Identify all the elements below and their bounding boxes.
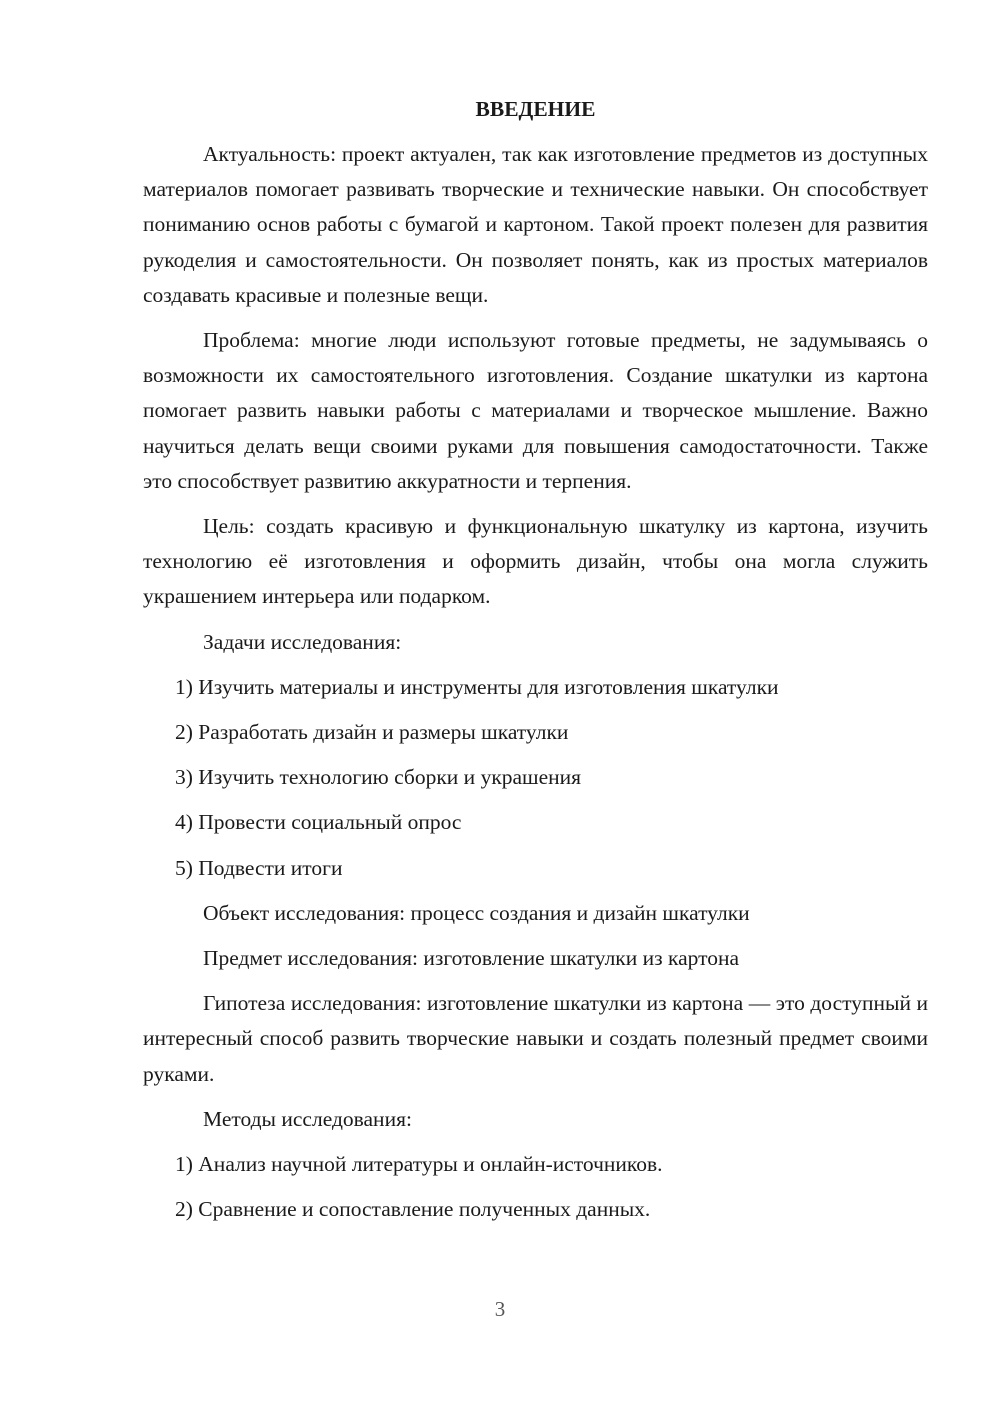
method-item: 1) Анализ научной литературы и онлайн-источников. <box>175 1152 663 1177</box>
method-item: 2) Сравнение и сопоставление полученных данных. <box>175 1197 651 1222</box>
task-item: 2) Разработать дизайн и размеры шкатулки <box>175 720 569 745</box>
methods-heading: Методы исследования: <box>203 1106 412 1131</box>
section-title: ВВЕДЕНИЕ <box>475 97 596 121</box>
relevance-paragraph: Актуальность: проект актуален, так как изготовление предметов из доступных материалов помогает развивать творческие и технические навыки. Он способствует пониманию основ работы с бумагой и картоном. Такой проект полезен для развития рукоделия и самостоятельности. Он позволяет понять, как из простых материалов создавать красивые и полезные вещи. <box>143 142 928 307</box>
document-page <box>143 92 928 1237</box>
tasks-heading: Задачи исследования: <box>203 629 402 654</box>
task-item: 4) Провести социальный опрос <box>175 810 462 835</box>
page-number: 3 <box>494 1297 506 1321</box>
task-item: 1) Изучить материалы и инструменты для изготовления шкатулки <box>175 674 779 699</box>
problem-paragraph: Проблема: многие люди используют готовые предметы, не задумываясь о возможности их самостоятельного изготовления. Создание шкатулки из картона помогает развить навыки работы с материалами и творческое мышление. Важно научиться делать вещи своими руками для повышения самодостаточности. Также это способствует развитию аккуратности и терпения. <box>143 328 928 493</box>
object-line: Объект исследования: процесс создания и дизайн шкатулки <box>203 900 750 925</box>
hypothesis-paragraph: Гипотеза исследования: изготовление шкатулки из картона — это доступный и интересный способ развить творческие навыки и создать полезный предмет своими руками. <box>143 991 928 1086</box>
goal-paragraph: Цель: создать красивую и функциональную шкатулку из картона, изучить технологию её изготовления и оформить дизайн, чтобы она могла служить украшением интерьера или подарком. <box>143 514 928 609</box>
subject-line: Предмет исследования: изготовление шкатулки из картона <box>203 946 740 971</box>
task-item: 5) Подвести итоги <box>175 855 343 880</box>
task-item: 3) Изучить технологию сборки и украшения <box>175 765 582 790</box>
